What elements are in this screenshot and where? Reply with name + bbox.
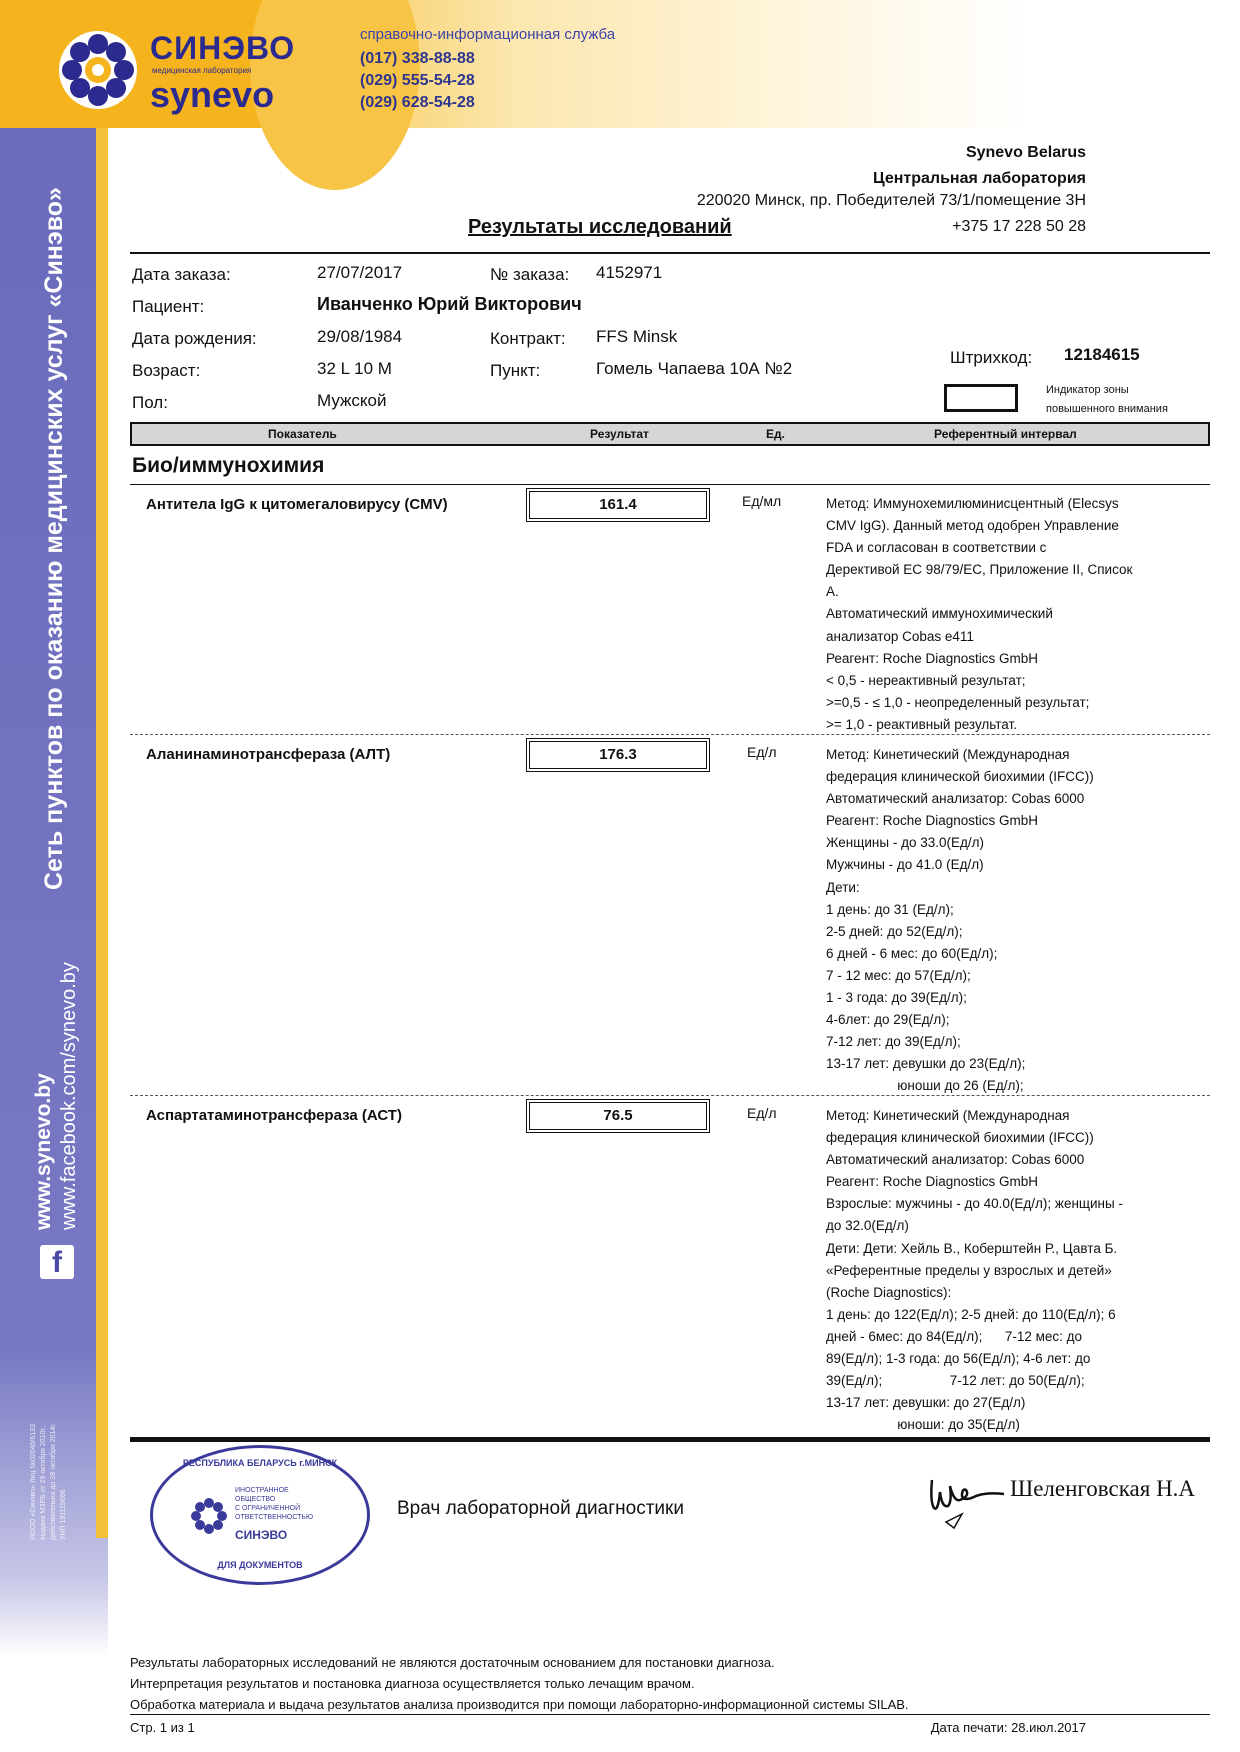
reference-line: Автоматический иммунохимический [826, 606, 1053, 622]
sidebar-facebook: www.facebook.com/synevo.by [58, 962, 80, 1230]
sidebar-legal: УНП 191119686 [60, 1489, 67, 1540]
divider [130, 252, 1210, 254]
reference-line: 13-17 лет: девушки до 23(Ед/л); [826, 1056, 1026, 1072]
test-name: Антитела IgG к цитомегаловирусу (CMV) [146, 496, 448, 513]
reference-line: 4-6лет: до 29(Ед/л); [826, 1012, 950, 1028]
reference-line: CMV IgG). Данный метод одобрен Управление [826, 518, 1119, 534]
reference-line: Метод: Кинетический (Международная [826, 1108, 1070, 1123]
sidebar-accent [96, 128, 108, 1538]
sidebar-legal: действительна до 28 октября 2014г. [50, 1423, 57, 1540]
lab-name: Synevo Belarus [965, 144, 1086, 161]
logo-text-en: synevo [150, 74, 275, 115]
reference-line: Реагент: Roche Diagnostics GmbH [826, 1174, 1039, 1190]
contract: FFS Minsk [596, 327, 678, 346]
reference-line: Автоматический анализатор: Cobas 6000 [826, 1152, 1085, 1168]
reference-line: юноши: до 35(Ед/л) [826, 1417, 1020, 1433]
facebook-icon: f [40, 1245, 74, 1279]
reference-line: 13-17 лет: девушки: до 27(Ед/л) [826, 1395, 1026, 1411]
sex-label: Пол: [132, 393, 168, 412]
reference-line: 1 - 3 года: до 39(Ед/л); [826, 990, 967, 1006]
doctor-role: Врач лабораторной диагностики [397, 1498, 684, 1519]
row-divider [130, 1095, 1210, 1096]
page-title: Результаты исследований [468, 216, 732, 238]
contract-label: Контракт: [490, 329, 566, 348]
divider [130, 1714, 1210, 1715]
stamp-middle-text: ИНОСТРАННОЕ ОБЩЕСТВО С ОГРАНИЧЕННОЙ ОТВЕТСТВЕННОСТЬЮ [235, 1487, 314, 1521]
reference-line: Метод: Кинетический (Международная [826, 747, 1070, 762]
seal-stamp [150, 1445, 370, 1585]
footer-note: Обработка материала и выдача результатов анализа производится при помощи лабораторно-информационной системы SILAB. [130, 1697, 909, 1712]
age: 32 L 10 M [317, 359, 392, 378]
doctor-signature [926, 1462, 1012, 1532]
column-header: Показатель [268, 427, 337, 441]
divider [130, 1437, 1210, 1442]
reference-line: анализатор Cobas e411 [826, 628, 974, 644]
order-number-label: № заказа: [490, 265, 570, 284]
reference-line: 6 дней - 6 мес: до 60(Ед/л); [826, 945, 998, 961]
section-title: Био/иммунохимия [132, 454, 325, 477]
reference-line: Дети: [826, 879, 860, 895]
test-name: Аспартатаминотрансфераза (АСТ) [146, 1107, 402, 1124]
order-date: 27/07/2017 [317, 263, 403, 282]
reference-interval [826, 744, 1176, 1098]
page-number: Стр. 1 из 1 [130, 1720, 195, 1735]
stamp-flower-icon [189, 1496, 229, 1536]
reference-line: федерация клинической биохимии (IFCC)) [826, 1130, 1094, 1146]
test-unit: Ед/л [747, 1105, 777, 1121]
footer-note: Интерпретация результатов и постановка диагноза осуществляется только лечащим врачом. [130, 1676, 695, 1691]
reference-line: «Референтные пределы у взрослых и детей» [826, 1262, 1112, 1278]
logo-subtitle: медицинская лаборатория [152, 66, 252, 75]
reference-line: 2-5 дней: до 52(Ед/л); [826, 923, 963, 939]
divider [130, 484, 1210, 485]
reference-line: дней - 6мес: до 84(Ед/л); 7-12 мес: до [826, 1328, 1083, 1344]
point: Гомель Чапаева 10А №2 [596, 359, 793, 378]
footer-note: Результаты лабораторных исследований не являются достаточным основанием для постановки диагноза. [130, 1655, 775, 1670]
sidebar-site: www.synevo.by [32, 1073, 55, 1230]
test-name: Аланинаминотрансфераза (АЛТ) [146, 746, 391, 763]
synevo-flower-icon [58, 30, 138, 110]
column-header: Ед. [766, 427, 785, 441]
test-result: 76.5 [526, 1099, 710, 1133]
column-header: Референтный интервал [934, 427, 1077, 441]
test-unit: Ед/мл [742, 493, 782, 509]
sidebar-legal: выдана МЗРБ от 29 октября 2010г., [40, 1424, 47, 1540]
reference-line: 39(Ед/л); 7-12 лет: до 50(Ед/л); [826, 1373, 1085, 1389]
service-phone: (029) 628-54-28 [360, 94, 475, 111]
lab-subname: Центральная лаборатория [872, 170, 1086, 187]
reference-line: А. [826, 584, 839, 600]
results-table-header [130, 422, 1210, 446]
print-date: Дата печати: 28.июл.2017 [930, 1720, 1086, 1735]
sex: Мужской [317, 391, 387, 410]
reference-line: 1 день: до 31 (Ед/л); [826, 901, 954, 917]
reference-line: Дети: Дети: Хейль В., Коберштейн Р., Цавта Б. [826, 1240, 1118, 1256]
reference-line: Женщины - до 33.0(Ед/л) [826, 835, 984, 851]
order-number: 4152971 [596, 263, 663, 282]
service-phone: (029) 555-54-28 [360, 72, 475, 89]
reference-line: < 0,5 - нереактивный результат; [826, 672, 1026, 688]
barcode-value: 12184615 [1064, 345, 1140, 364]
sidebar-slogan: Сеть пунктов по оказанию медицинских услуг «Синэво» [40, 187, 68, 890]
lab-phone: +375 17 228 50 28 [952, 218, 1086, 235]
test-unit: Ед/л [747, 744, 777, 760]
point-label: Пункт: [490, 361, 541, 380]
reference-line: FDA и согласован в соответствии с [826, 540, 1047, 556]
reference-line: 1 день: до 122(Ед/л); 2-5 дней: до 110(Ед/л); 6 [826, 1306, 1116, 1322]
age-label: Возраст: [132, 361, 201, 380]
reference-interval [826, 493, 1176, 736]
reference-line: >=0,5 - ≤ 1,0 - неопределенный результат; [826, 694, 1090, 710]
reference-line: 89(Ед/л); 1-3 года: до 56(Ед/л); 4-6 лет: до [826, 1351, 1091, 1367]
reference-line: Реагент: Roche Diagnostics GmbH [826, 650, 1039, 666]
reference-line: федерация клинической биохимии (IFCC)) [826, 769, 1094, 785]
reference-line: 7 - 12 мес: до 57(Ед/л); [826, 967, 971, 983]
reference-line: юноши до 26 (Ед/л); [826, 1078, 1024, 1094]
indicator-label: Индикатор зоны [1046, 384, 1129, 396]
dob-label: Дата рождения: [132, 329, 257, 348]
patient-name: Иванченко Юрий Викторович [317, 294, 582, 314]
reference-line: Автоматический анализатор: Cobas 6000 [826, 791, 1085, 807]
stamp-name: СИНЭВО [235, 1528, 288, 1542]
reference-line: Дерективой ЕС 98/79/ЕС, Приложение II, Список [826, 562, 1133, 578]
row-divider [130, 734, 1210, 735]
test-result: 176.3 [526, 738, 710, 772]
attention-indicator [944, 384, 1018, 412]
reference-line: Реагент: Roche Diagnostics GmbH [826, 813, 1039, 829]
dob: 29/08/1984 [317, 327, 403, 346]
patient-label: Пациент: [132, 297, 205, 316]
lab-address: 220020 Минск, пр. Победителей 73/1/помещение 3Н [696, 192, 1086, 209]
order-date-label: Дата заказа: [132, 265, 231, 284]
reference-line: 7-12 лет: до 39(Ед/л); [826, 1034, 961, 1050]
service-phone: (017) 338-88-88 [360, 50, 475, 67]
indicator-label: повышенного внимания [1046, 403, 1168, 415]
stamp-top-text: РЕСПУБЛИКА БЕЛАРУСЬ г.МИНСК [182, 1458, 338, 1468]
reference-line: Мужчины - до 41.0 (Ед/л) [826, 857, 984, 873]
barcode-label: Штрихкод: [950, 348, 1033, 367]
sidebar-legal: ИООО «Синэво» Лиц №02040/6133 [30, 1424, 37, 1540]
reference-line: (Roche Diagnostics): [826, 1284, 952, 1300]
column-header: Результат [590, 427, 649, 441]
stamp-bottom-text: ДЛЯ ДОКУМЕНТОВ [217, 1560, 303, 1570]
test-result: 161.4 [526, 488, 710, 522]
reference-line: Взрослые: мужчины - до 40.0(Ед/л); женщины - [826, 1196, 1123, 1212]
service-label: справочно-информационная служба [360, 26, 616, 43]
reference-line: до 32.0(Ед/л) [826, 1218, 909, 1234]
reference-interval [826, 1105, 1176, 1436]
reference-line: >= 1,0 - реактивный результат. [826, 716, 1017, 732]
doctor-name: Шеленговская Н.А [1010, 1476, 1196, 1501]
reference-line: Метод: Иммунохемилюминисцентный (Elecsys [826, 496, 1119, 511]
logo-text-ru: СИНЭВО [150, 30, 296, 66]
